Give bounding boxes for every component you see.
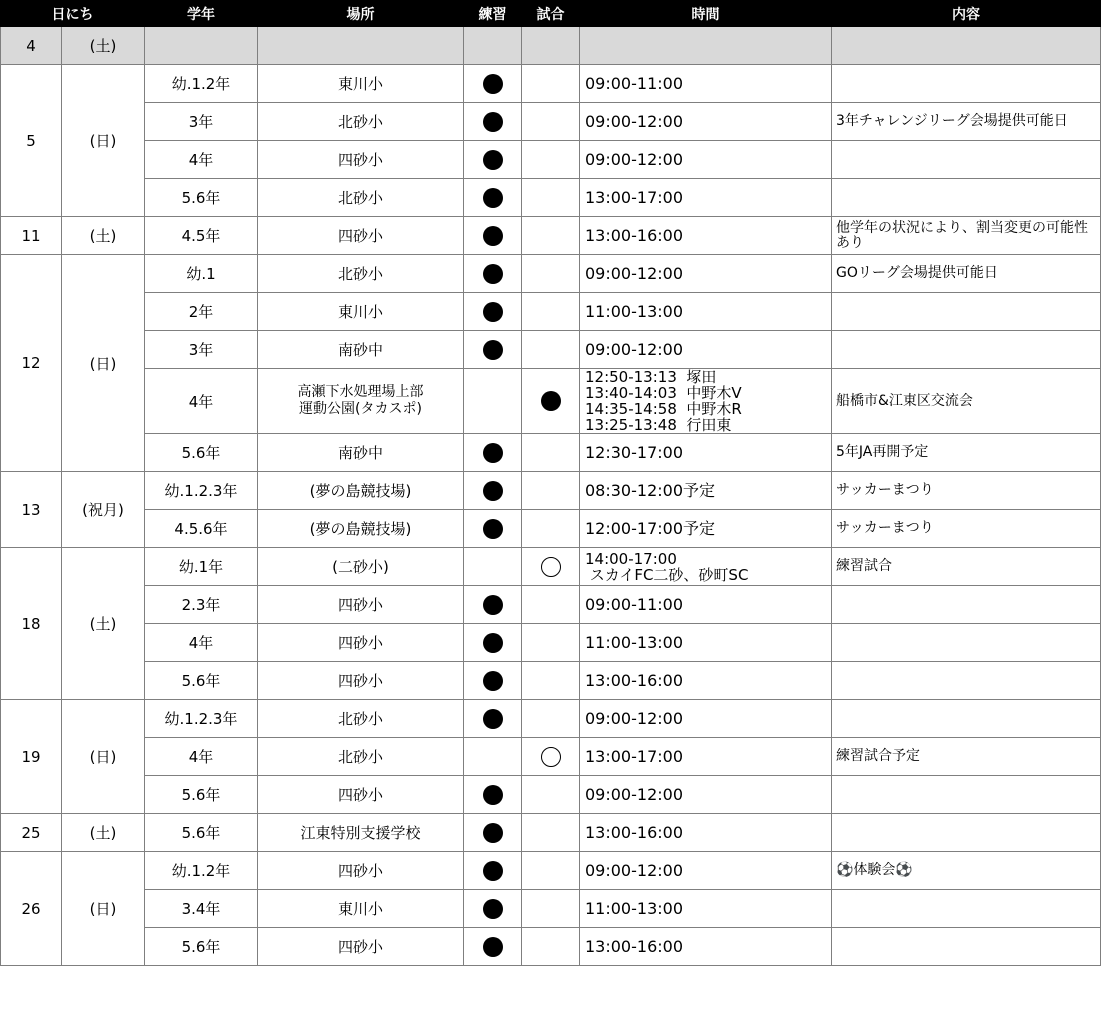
- day-date: 18: [1, 548, 62, 700]
- place-cell: 四砂小: [258, 217, 464, 255]
- match-cell: [522, 852, 580, 890]
- table-row: [1, 331, 1101, 369]
- table-row: [1, 179, 1101, 217]
- practice-cell: [464, 103, 522, 141]
- time-cell: 12:00-17:00予定: [580, 510, 832, 548]
- match-cell: [522, 369, 580, 434]
- time-cell: 08:30-12:00予定: [580, 472, 832, 510]
- grade-cell: 5.6年: [145, 662, 258, 700]
- day-date: 11: [1, 217, 62, 255]
- filled-circle-icon: [483, 74, 503, 94]
- time-cell: 13:00-17:00: [580, 738, 832, 776]
- content-cell: 5年JA再開予定: [832, 434, 1101, 472]
- grade-cell: 幼.1.2年: [145, 852, 258, 890]
- practice-cell: [464, 814, 522, 852]
- grade-cell: 幼.1.2.3年: [145, 700, 258, 738]
- practice-cell: [464, 662, 522, 700]
- place-cell: 四砂小: [258, 586, 464, 624]
- table-row: [1, 217, 1101, 255]
- practice-cell: [464, 928, 522, 966]
- filled-circle-icon: [483, 633, 503, 653]
- match-cell: [522, 65, 580, 103]
- time-cell: 14:00-17:00 スカイFC二砂、砂町SC: [580, 548, 832, 586]
- match-cell: [522, 179, 580, 217]
- open-circle-icon: [541, 557, 561, 577]
- match-cell: [522, 548, 580, 586]
- grade-cell: 4年: [145, 141, 258, 179]
- filled-circle-icon: [483, 823, 503, 843]
- table-row: [1, 141, 1101, 179]
- filled-circle-icon: [483, 899, 503, 919]
- table-row: [1, 510, 1101, 548]
- grade-cell: 4.5.6年: [145, 510, 258, 548]
- day-weekday: (日): [62, 255, 145, 472]
- grade-cell: 2.3年: [145, 586, 258, 624]
- table-row: [1, 776, 1101, 814]
- table-row: [1, 624, 1101, 662]
- match-cell: [522, 103, 580, 141]
- practice-cell: [464, 776, 522, 814]
- match-cell: [522, 662, 580, 700]
- table-row: [1, 65, 1101, 103]
- day-date: 5: [1, 65, 62, 217]
- table-row: [1, 928, 1101, 966]
- practice-cell: [464, 510, 522, 548]
- table-row: [1, 814, 1101, 852]
- grade-cell: 幼.1.2.3年: [145, 472, 258, 510]
- table-row: [1, 434, 1101, 472]
- place-cell: 東川小: [258, 293, 464, 331]
- header-practice: 練習: [464, 1, 522, 27]
- match-cell: [522, 255, 580, 293]
- grade-cell: 5.6年: [145, 776, 258, 814]
- content-cell: [832, 27, 1101, 65]
- schedule-body: [1, 27, 1101, 966]
- table-row: [1, 548, 1101, 586]
- filled-circle-icon: [483, 481, 503, 501]
- table-row: [1, 852, 1101, 890]
- table-row: [1, 662, 1101, 700]
- grade-cell: 4年: [145, 738, 258, 776]
- content-cell: [832, 331, 1101, 369]
- place-cell: (夢の島競技場): [258, 510, 464, 548]
- filled-circle-icon: [483, 112, 503, 132]
- day-weekday: (土): [62, 814, 145, 852]
- practice-cell: [464, 586, 522, 624]
- content-cell: 練習試合予定: [832, 738, 1101, 776]
- grade-cell: 5.6年: [145, 928, 258, 966]
- filled-circle-icon: [483, 150, 503, 170]
- grade-cell: 4年: [145, 624, 258, 662]
- grade-cell: 幼.1: [145, 255, 258, 293]
- content-cell: 3年チャレンジリーグ会場提供可能日: [832, 103, 1101, 141]
- day-date: 4: [1, 27, 62, 65]
- match-cell: [522, 814, 580, 852]
- practice-cell: [464, 141, 522, 179]
- match-cell: [522, 890, 580, 928]
- day-date: 13: [1, 472, 62, 548]
- filled-circle-icon: [483, 226, 503, 246]
- filled-circle-icon: [483, 785, 503, 805]
- match-cell: [522, 700, 580, 738]
- filled-circle-icon: [541, 391, 561, 411]
- place-cell: 江東特別支援学校: [258, 814, 464, 852]
- match-cell: [522, 776, 580, 814]
- practice-cell: [464, 179, 522, 217]
- place-cell: 北砂小: [258, 179, 464, 217]
- content-cell: [832, 624, 1101, 662]
- place-cell: 四砂小: [258, 624, 464, 662]
- content-cell: [832, 890, 1101, 928]
- grade-cell: [145, 27, 258, 65]
- time-cell: 11:00-13:00: [580, 293, 832, 331]
- content-cell: [832, 700, 1101, 738]
- place-cell: 四砂小: [258, 928, 464, 966]
- filled-circle-icon: [483, 519, 503, 539]
- filled-circle-icon: [483, 302, 503, 322]
- content-cell: 船橋市&江東区交流会: [832, 369, 1101, 434]
- table-row: [1, 700, 1101, 738]
- header-time: 時間: [580, 1, 832, 27]
- day-weekday: (日): [62, 700, 145, 814]
- filled-circle-icon: [483, 595, 503, 615]
- grade-cell: 幼.1年: [145, 548, 258, 586]
- time-cell: 12:30-17:00: [580, 434, 832, 472]
- practice-cell: [464, 890, 522, 928]
- time-cell: 11:00-13:00: [580, 624, 832, 662]
- match-cell: [522, 586, 580, 624]
- table-row: [1, 738, 1101, 776]
- day-date: 26: [1, 852, 62, 966]
- table-row: [1, 255, 1101, 293]
- grade-cell: 5.6年: [145, 179, 258, 217]
- day-date: 25: [1, 814, 62, 852]
- day-weekday: (祝月): [62, 472, 145, 548]
- content-cell: [832, 293, 1101, 331]
- content-cell: サッカーまつり: [832, 472, 1101, 510]
- header-row: [1, 1, 1101, 27]
- day-date: 12: [1, 255, 62, 472]
- filled-circle-icon: [483, 264, 503, 284]
- practice-cell: [464, 217, 522, 255]
- practice-cell: [464, 255, 522, 293]
- time-cell: 13:00-16:00: [580, 217, 832, 255]
- time-cell: 11:00-13:00: [580, 890, 832, 928]
- grade-cell: 2年: [145, 293, 258, 331]
- open-circle-icon: [541, 747, 561, 767]
- filled-circle-icon: [483, 937, 503, 957]
- practice-cell: [464, 472, 522, 510]
- time-cell: 09:00-12:00: [580, 852, 832, 890]
- content-cell: サッカーまつり: [832, 510, 1101, 548]
- place-cell: 北砂小: [258, 103, 464, 141]
- day-weekday: (土): [62, 217, 145, 255]
- header-grade: 学年: [145, 1, 258, 27]
- table-row: [1, 103, 1101, 141]
- place-cell: 北砂小: [258, 255, 464, 293]
- practice-cell: [464, 700, 522, 738]
- content-cell: [832, 65, 1101, 103]
- content-cell: 他学年の状況により、割当変更の可能性あり: [832, 217, 1101, 255]
- table-row: [1, 27, 1101, 65]
- day-date: 19: [1, 700, 62, 814]
- match-cell: [522, 293, 580, 331]
- header-place: 場所: [258, 1, 464, 27]
- match-cell: [522, 217, 580, 255]
- table-row: [1, 472, 1101, 510]
- content-cell: ⚽体験会⚽: [832, 852, 1101, 890]
- content-cell: [832, 662, 1101, 700]
- place-cell: 南砂中: [258, 331, 464, 369]
- time-cell: 09:00-11:00: [580, 65, 832, 103]
- table-row: [1, 369, 1101, 434]
- table-row: [1, 586, 1101, 624]
- filled-circle-icon: [483, 861, 503, 881]
- place-cell: 四砂小: [258, 662, 464, 700]
- time-cell: 09:00-12:00: [580, 776, 832, 814]
- place-cell: 北砂小: [258, 700, 464, 738]
- practice-cell: [464, 852, 522, 890]
- filled-circle-icon: [483, 340, 503, 360]
- grade-cell: 3.4年: [145, 890, 258, 928]
- match-cell: [522, 624, 580, 662]
- time-cell: 09:00-11:00: [580, 586, 832, 624]
- place-cell: (二砂小): [258, 548, 464, 586]
- match-cell: [522, 510, 580, 548]
- place-cell: 北砂小: [258, 738, 464, 776]
- day-weekday: (日): [62, 852, 145, 966]
- grade-cell: 幼.1.2年: [145, 65, 258, 103]
- time-cell: 13:00-17:00: [580, 179, 832, 217]
- time-cell: 09:00-12:00: [580, 103, 832, 141]
- practice-cell: [464, 65, 522, 103]
- day-weekday: (土): [62, 548, 145, 700]
- grade-cell: 5.6年: [145, 434, 258, 472]
- practice-cell: [464, 27, 522, 65]
- match-cell: [522, 27, 580, 65]
- practice-cell: [464, 738, 522, 776]
- content-cell: [832, 141, 1101, 179]
- place-cell: 南砂中: [258, 434, 464, 472]
- practice-cell: [464, 624, 522, 662]
- place-cell: 四砂小: [258, 776, 464, 814]
- place-cell: 四砂小: [258, 852, 464, 890]
- place-cell: (夢の島競技場): [258, 472, 464, 510]
- content-cell: [832, 928, 1101, 966]
- header-match: 試合: [522, 1, 580, 27]
- match-cell: [522, 738, 580, 776]
- practice-cell: [464, 548, 522, 586]
- header-content: 内容: [832, 1, 1101, 27]
- table-row: [1, 293, 1101, 331]
- content-cell: GOリーグ会場提供可能日: [832, 255, 1101, 293]
- time-cell: 13:00-16:00: [580, 928, 832, 966]
- time-cell: 09:00-12:00: [580, 141, 832, 179]
- place-cell: 四砂小: [258, 141, 464, 179]
- time-cell: [580, 27, 832, 65]
- filled-circle-icon: [483, 709, 503, 729]
- place-cell: [258, 27, 464, 65]
- filled-circle-icon: [483, 443, 503, 463]
- filled-circle-icon: [483, 671, 503, 691]
- practice-cell: [464, 434, 522, 472]
- content-cell: [832, 814, 1101, 852]
- place-cell: 東川小: [258, 890, 464, 928]
- time-cell: 09:00-12:00: [580, 700, 832, 738]
- day-weekday: (土): [62, 27, 145, 65]
- place-cell: 東川小: [258, 65, 464, 103]
- match-cell: [522, 434, 580, 472]
- grade-cell: 4年: [145, 369, 258, 434]
- time-cell: 12:50-13:13 塚田 13:40-14:03 中野木V 14:35-14:58 中野木R 13:25-13:48 行田東: [580, 369, 832, 434]
- practice-cell: [464, 369, 522, 434]
- day-weekday: (日): [62, 65, 145, 217]
- content-cell: [832, 586, 1101, 624]
- match-cell: [522, 331, 580, 369]
- filled-circle-icon: [483, 188, 503, 208]
- time-cell: 13:00-16:00: [580, 814, 832, 852]
- header-day: 日にち: [1, 1, 145, 27]
- practice-cell: [464, 331, 522, 369]
- time-cell: 13:00-16:00: [580, 662, 832, 700]
- content-cell: 練習試合: [832, 548, 1101, 586]
- grade-cell: 3年: [145, 331, 258, 369]
- match-cell: [522, 472, 580, 510]
- content-cell: [832, 179, 1101, 217]
- grade-cell: 5.6年: [145, 814, 258, 852]
- content-cell: [832, 776, 1101, 814]
- match-cell: [522, 141, 580, 179]
- grade-cell: 4.5年: [145, 217, 258, 255]
- grade-cell: 3年: [145, 103, 258, 141]
- place-cell: 高瀬下水処理場上部 運動公園(タカスポ): [258, 369, 464, 434]
- time-cell: 09:00-12:00: [580, 255, 832, 293]
- match-cell: [522, 928, 580, 966]
- practice-cell: [464, 293, 522, 331]
- table-row: [1, 890, 1101, 928]
- time-cell: 09:00-12:00: [580, 331, 832, 369]
